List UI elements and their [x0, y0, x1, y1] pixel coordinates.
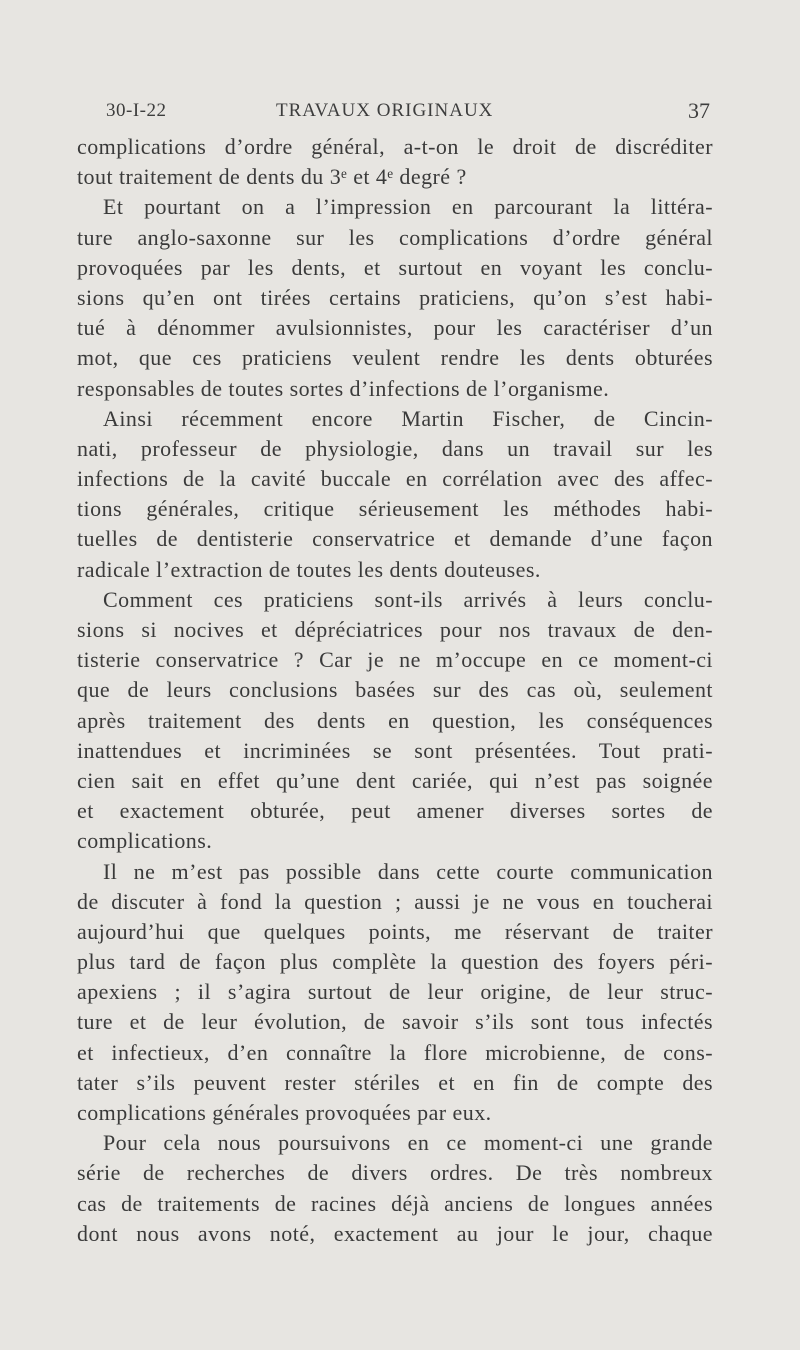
text-line: tater s’ils peuvent rester stériles et en fin de compte des	[77, 1069, 713, 1095]
text-line: provoquées par les dents, et surtout en voyant les conclu-	[77, 254, 713, 280]
text-line: série de recherches de divers ordres. De très nombreux	[77, 1160, 713, 1186]
text-line: complications.	[77, 828, 213, 854]
text-line: tions générales, critique sérieusement les méthodes habi-	[77, 496, 713, 522]
text-line: Ainsi récemment encore Martin Fischer, de Cincin-	[103, 405, 713, 431]
text-line: complications générales provoquées par eux.	[77, 1100, 492, 1125]
body-text	[77, 132, 713, 1249]
text-line: mot, que ces praticiens veulent rendre les dents obturées	[77, 345, 713, 371]
text-line: aujourd’hui que quelques points, me réservant de traiter	[77, 918, 713, 944]
text-line: ture anglo-saxonne sur les complications d’ordre général	[77, 224, 713, 250]
text-line: tuelles de dentisterie conservatrice et demande d’une façon	[77, 526, 713, 552]
header-title: TRAVAUX ORIGINAUX	[276, 100, 494, 121]
text-line: Il ne m’est pas possible dans cette courte communication	[103, 858, 713, 884]
text-line: cien sait en effet qu’une dent cariée, qui n’est pas soignée	[77, 767, 713, 793]
text-line: de discuter à fond la question ; aussi je ne vous en toucherai	[77, 888, 713, 914]
text-line: tisterie conservatrice ? Car je ne m’occupe en ce moment-ci	[77, 647, 713, 673]
text-line: inattendues et incriminées se sont présentées. Tout prati-	[77, 737, 713, 763]
text-line: que de leurs conclusions basées sur des cas où, seulement	[77, 677, 713, 703]
text-line: complications d’ordre général, a-t-on le droit de discréditer	[77, 134, 713, 159]
text-line: cas de traitements de racines déjà anciens de longues années	[77, 1190, 713, 1216]
text-line: après traitement des dents en question, les conséquences	[77, 707, 713, 733]
text-line: dont nous avons noté, exactement au jour le jour, chaque	[77, 1220, 713, 1246]
text-line: tué à dénommer avulsionnistes, pour les caractériser d’un	[77, 315, 713, 341]
page-number: 37	[688, 98, 710, 123]
text-line: et exactement obturée, peut amener diverses sortes de	[77, 798, 713, 824]
header-date: 30-I-22	[106, 100, 167, 121]
text-line: plus tard de façon plus complète la question des foyers péri-	[77, 949, 713, 975]
text-line: radicale l’extraction de toutes les dents douteuses.	[77, 556, 541, 582]
text-line: infections de la cavité buccale en corrélation avec des affec-	[77, 466, 713, 492]
text-line: et infectieux, d’en connaître la flore microbienne, de cons-	[77, 1039, 713, 1065]
text-line: nati, professeur de physiologie, dans un travail sur les	[77, 435, 713, 461]
running-header	[106, 96, 710, 126]
text-line: Et pourtant on a l’impression en parcourant la littéra-	[103, 194, 713, 220]
text-line: Pour cela nous poursuivons en ce moment-ci une grande	[103, 1130, 713, 1156]
text-line: apexiens ; il s’agira surtout de leur origine, de leur struc-	[77, 979, 713, 1005]
text-line: sions qu’en ont tirées certains praticiens, qu’on s’est habi-	[77, 284, 713, 310]
text-line: responsables de toutes sortes d’infections de l’organisme.	[77, 375, 610, 401]
text-line: sions si nocives et dépréciatrices pour nos travaux de den-	[77, 617, 713, 642]
text-line: ture et de leur évolution, de savoir s’ils sont tous infectés	[77, 1009, 713, 1035]
text-line: Comment ces praticiens sont-ils arrivés à leurs conclu-	[103, 586, 713, 612]
text-line: tout traitement de dents du 3ᵉ et 4ᵉ degré ?	[77, 164, 467, 190]
